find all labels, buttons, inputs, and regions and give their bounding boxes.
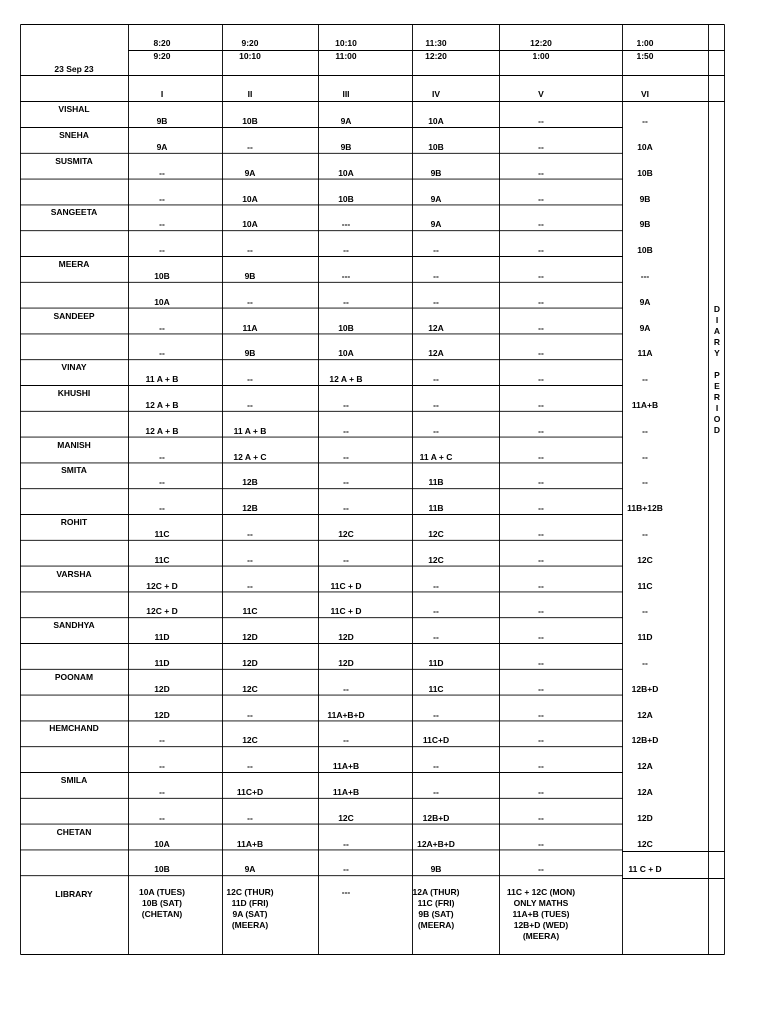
timetable-cell: --- bbox=[341, 219, 351, 230]
timetable-cell: 11D bbox=[637, 632, 653, 643]
library-line: 9B (SAT) bbox=[418, 909, 454, 920]
teacher-name: SNEHA bbox=[59, 130, 89, 140]
timetable-cell: 11A+B bbox=[236, 838, 264, 849]
timetable-cell: -- bbox=[538, 477, 544, 488]
timetable-cell: 12 A + B bbox=[145, 425, 179, 436]
library-line: --- bbox=[341, 887, 351, 898]
timetable-cell: 11C+D bbox=[236, 787, 264, 797]
timetable-cell: -- bbox=[159, 193, 165, 204]
library-line: (MEERA) bbox=[522, 931, 560, 942]
timetable-cell: 11C bbox=[242, 606, 258, 617]
library-cell bbox=[507, 887, 575, 942]
timetable-cell: -- bbox=[538, 761, 544, 772]
timetable-cell: 12 A + B bbox=[329, 374, 363, 385]
teacher-name: SANGEETA bbox=[50, 207, 98, 218]
timetable-cell: 12D bbox=[154, 683, 170, 694]
teacher-name: VARSHA bbox=[56, 568, 92, 579]
timetable-cell: 11C bbox=[637, 580, 653, 591]
timetable-cell: -- bbox=[433, 400, 439, 410]
timetable-cell: 12A bbox=[428, 348, 444, 359]
timetable-cell: -- bbox=[159, 219, 165, 230]
timetable-cell: 10A bbox=[154, 838, 170, 849]
timetable-cell: -- bbox=[159, 167, 165, 178]
teacher-name: SUSMITA bbox=[55, 155, 93, 166]
period-end-time: 1:00 bbox=[532, 51, 550, 61]
period-end-time: 12:20 bbox=[425, 51, 447, 61]
period-number: II bbox=[247, 89, 253, 99]
timetable-cell: 11 A + C bbox=[419, 451, 453, 462]
timetable-cell: -- bbox=[433, 632, 439, 643]
library-line: 12A (THUR) bbox=[412, 887, 460, 898]
timetable-cell: 11D bbox=[154, 658, 170, 668]
library-line: (MEERA) bbox=[231, 920, 269, 931]
period-start-time: 10:10 bbox=[335, 38, 357, 48]
timetable-cell: -- bbox=[247, 554, 253, 565]
timetable-cell: -- bbox=[247, 529, 253, 539]
timetable-cell: -- bbox=[247, 374, 253, 385]
library-line: 9A (SAT) bbox=[232, 909, 268, 920]
timetable-cell: -- bbox=[343, 735, 349, 746]
teacher-name: MEERA bbox=[58, 259, 90, 269]
timetable-cell: -- bbox=[538, 580, 544, 591]
timetable-cell: 12D bbox=[338, 632, 354, 643]
timetable-cell: 12C + D bbox=[146, 606, 178, 617]
timetable-cell: -- bbox=[538, 374, 544, 385]
timetable-cell: 10A bbox=[154, 296, 170, 307]
timetable-cell: 12 A + C bbox=[233, 451, 267, 462]
library-line: 12B+D (WED) bbox=[513, 920, 569, 931]
timetable-cell: -- bbox=[538, 116, 544, 126]
timetable-cell: 12A bbox=[637, 787, 653, 797]
period-number: I bbox=[160, 89, 164, 99]
timetable-cell: -- bbox=[538, 219, 544, 230]
timetable-cell: 9B bbox=[430, 864, 442, 875]
timetable-cell: 9A bbox=[340, 116, 352, 126]
timetable-cell: -- bbox=[538, 606, 544, 617]
timetable-cell: -- bbox=[343, 477, 349, 488]
timetable-cell: 9B bbox=[639, 219, 651, 230]
teacher-name: ROHIT bbox=[60, 517, 88, 527]
timetable-cell: -- bbox=[433, 425, 439, 436]
library-line: (MEERA) bbox=[417, 920, 455, 931]
teacher-name: HEMCHAND bbox=[49, 723, 99, 734]
timetable-cell: 10B bbox=[154, 271, 170, 281]
timetable-cell: 11C bbox=[428, 683, 444, 694]
timetable-cell: -- bbox=[159, 503, 165, 514]
timetable-cell: 12D bbox=[242, 632, 258, 643]
timetable-cell: -- bbox=[538, 658, 544, 668]
timetable-cell: -- bbox=[343, 838, 349, 849]
timetable-cell: -- bbox=[642, 477, 648, 488]
timetable-cell: -- bbox=[642, 658, 648, 668]
timetable-cell: 10B bbox=[637, 245, 653, 256]
timetable-cell: -- bbox=[159, 735, 165, 746]
timetable-cell: 9B bbox=[244, 348, 256, 359]
timetable-cell: 12C bbox=[637, 838, 653, 849]
library-line: (CHETAN) bbox=[141, 909, 183, 920]
timetable-cell: -- bbox=[538, 400, 544, 410]
diary-period-label: D I A R Y P E R I O D bbox=[713, 304, 721, 435]
timetable-cell: 12B+D bbox=[631, 735, 659, 746]
library-line: ONLY MATHS bbox=[513, 898, 569, 909]
timetable-cell: -- bbox=[343, 400, 349, 410]
timetable-cell: 10B bbox=[242, 116, 258, 126]
timetable-cell: -- bbox=[642, 425, 648, 436]
timetable-cell: 12D bbox=[242, 658, 258, 668]
timetable-cell: -- bbox=[159, 477, 165, 488]
library-cell bbox=[342, 887, 351, 898]
teacher-name: CHETAN bbox=[56, 826, 92, 837]
timetable-cell: 11 C + D bbox=[628, 864, 662, 875]
timetable-cell: -- bbox=[433, 606, 439, 617]
timetable-cell: 9A bbox=[430, 193, 442, 204]
timetable-cell: 11B bbox=[428, 503, 444, 514]
timetable-cell: 10B bbox=[154, 864, 170, 875]
timetable-cell: -- bbox=[538, 167, 544, 178]
timetable-cell: -- bbox=[247, 709, 253, 720]
timetable-cell: 11C + D bbox=[330, 606, 362, 617]
timetable-cell: 11A+B bbox=[332, 761, 360, 772]
timetable-cell: -- bbox=[159, 787, 165, 797]
table-grid bbox=[20, 24, 725, 955]
library-line: 11C + 12C (MON) bbox=[506, 887, 576, 898]
period-number: V bbox=[538, 89, 544, 99]
timetable-cell: -- bbox=[538, 735, 544, 746]
teacher-name: VINAY bbox=[61, 362, 87, 373]
timetable-cell: -- bbox=[343, 683, 349, 694]
timetable-cell: -- bbox=[538, 529, 544, 539]
timetable-cell: -- bbox=[343, 245, 349, 256]
timetable-cell: 12 A + B bbox=[145, 400, 179, 410]
timetable-cell: 12C bbox=[338, 812, 354, 823]
timetable-cell: -- bbox=[247, 400, 253, 410]
date-label: 23 Sep 23 bbox=[54, 64, 94, 74]
timetable-cell: -- bbox=[247, 245, 253, 256]
timetable-cell: -- bbox=[343, 503, 349, 514]
timetable-cell: -- bbox=[538, 425, 544, 436]
timetable bbox=[20, 24, 725, 955]
timetable-cell: -- bbox=[538, 787, 544, 797]
timetable-cell: -- bbox=[538, 245, 544, 256]
timetable-cell: 12B bbox=[242, 503, 258, 514]
timetable-cell: -- bbox=[538, 348, 544, 359]
timetable-cell: -- bbox=[538, 632, 544, 643]
timetable-cell: 12A bbox=[428, 322, 444, 333]
period-start-time: 12:20 bbox=[530, 38, 552, 48]
timetable-cell: 10A bbox=[242, 219, 258, 230]
timetable-cell: -- bbox=[159, 348, 165, 359]
timetable-cell: 10A bbox=[338, 167, 354, 178]
timetable-cell: -- bbox=[159, 451, 165, 462]
timetable-cell: 12C bbox=[637, 554, 653, 565]
timetable-cell: -- bbox=[247, 296, 253, 307]
teacher-name: MANISH bbox=[57, 439, 91, 450]
timetable-cell: -- bbox=[642, 116, 648, 126]
timetable-cell: 11A bbox=[242, 322, 258, 333]
library-line: 11A+B (TUES) bbox=[512, 909, 570, 920]
library-cell bbox=[413, 887, 460, 931]
timetable-cell: 11B+12B bbox=[627, 503, 663, 514]
timetable-cell: 10A bbox=[637, 142, 653, 152]
timetable-cell: 10B bbox=[338, 193, 354, 204]
library-label: LIBRARY bbox=[55, 889, 93, 900]
timetable-cell: 10B bbox=[338, 322, 354, 333]
timetable-cell: -- bbox=[247, 761, 253, 772]
timetable-cell: 11C+D bbox=[422, 735, 450, 746]
timetable-cell: -- bbox=[343, 296, 349, 307]
timetable-cell: --- bbox=[341, 271, 351, 281]
timetable-cell: -- bbox=[433, 709, 439, 720]
timetable-cell: -- bbox=[538, 142, 544, 152]
timetable-cell: 12B bbox=[242, 477, 258, 488]
timetable-cell: 9A bbox=[639, 322, 651, 333]
timetable-cell: -- bbox=[538, 193, 544, 204]
timetable-cell: 12C + D bbox=[146, 580, 178, 591]
timetable-cell: 12A bbox=[637, 761, 653, 772]
timetable-cell: 9A bbox=[639, 296, 651, 307]
timetable-cell: 9A bbox=[244, 864, 256, 875]
timetable-cell: 10B bbox=[428, 142, 444, 152]
timetable-cell: 12C bbox=[428, 554, 444, 565]
timetable-cell: 9B bbox=[156, 116, 168, 126]
timetable-cell: -- bbox=[538, 296, 544, 307]
timetable-cell: 9A bbox=[244, 167, 256, 178]
timetable-cell: -- bbox=[159, 322, 165, 333]
library-line: 11C (FRI) bbox=[417, 898, 455, 909]
library-line: 10A (TUES) bbox=[139, 887, 185, 898]
timetable-cell: 11C bbox=[154, 554, 170, 565]
timetable-cell: 11C bbox=[154, 529, 170, 539]
timetable-cell: 12C bbox=[242, 735, 258, 746]
timetable-cell: -- bbox=[433, 374, 439, 385]
timetable-cell: -- bbox=[642, 529, 648, 539]
timetable-cell: 10A bbox=[338, 348, 354, 359]
teacher-name: SANDHYA bbox=[53, 620, 95, 631]
teacher-name: VISHAL bbox=[58, 104, 90, 114]
timetable-cell: 11A+B bbox=[332, 787, 360, 797]
period-end-time: 11:00 bbox=[335, 51, 357, 61]
library-line: 12C (THUR) bbox=[226, 887, 274, 898]
timetable-cell: -- bbox=[538, 838, 544, 849]
timetable-cell: 11 A + B bbox=[233, 425, 267, 436]
timetable-cell: -- bbox=[538, 271, 544, 281]
timetable-cell: 11A+B+D bbox=[327, 709, 365, 720]
timetable-cell: -- bbox=[433, 245, 439, 256]
timetable-cell: -- bbox=[538, 503, 544, 514]
timetable-cell: -- bbox=[159, 812, 165, 823]
timetable-cell: -- bbox=[642, 451, 648, 462]
timetable-cell: 11C + D bbox=[330, 580, 362, 591]
library-cell bbox=[139, 887, 185, 920]
timetable-cell: -- bbox=[538, 812, 544, 823]
timetable-cell: -- bbox=[538, 554, 544, 565]
timetable-cell: --- bbox=[640, 271, 650, 281]
timetable-cell: 11B bbox=[428, 477, 444, 488]
timetable-cell: -- bbox=[433, 761, 439, 772]
library-line: 10B (SAT) bbox=[141, 898, 182, 909]
period-number: III bbox=[342, 89, 350, 99]
teacher-name: SANDEEP bbox=[53, 310, 95, 321]
timetable-cell: -- bbox=[433, 580, 439, 591]
timetable-cell: 11D bbox=[154, 632, 170, 643]
teacher-name: SMITA bbox=[61, 465, 87, 476]
timetable-cell: -- bbox=[538, 709, 544, 720]
period-number: VI bbox=[640, 89, 650, 99]
period-end-time: 10:10 bbox=[239, 51, 261, 61]
timetable-cell: 9A bbox=[430, 219, 442, 230]
timetable-cell: -- bbox=[538, 683, 544, 694]
period-start-time: 11:30 bbox=[425, 38, 447, 48]
timetable-cell: -- bbox=[247, 812, 253, 823]
timetable-cell: -- bbox=[159, 245, 165, 256]
timetable-cell: 12B+D bbox=[422, 812, 450, 823]
timetable-cell: 10B bbox=[637, 167, 653, 178]
timetable-cell: -- bbox=[159, 761, 165, 772]
timetable-cell: -- bbox=[433, 296, 439, 307]
library-cell bbox=[226, 887, 273, 931]
timetable-cell: 10A bbox=[428, 116, 444, 126]
timetable-cell: 11D bbox=[428, 658, 444, 668]
timetable-cell: -- bbox=[642, 374, 648, 385]
library-line: 11D (FRI) bbox=[231, 898, 269, 909]
teacher-name: SMILA bbox=[60, 775, 88, 785]
timetable-cell: 10A bbox=[242, 193, 258, 204]
timetable-cell: 11A+B bbox=[631, 400, 659, 410]
timetable-cell: 9B bbox=[340, 142, 352, 152]
timetable-cell: -- bbox=[247, 580, 253, 591]
timetable-cell: 12A bbox=[637, 709, 653, 720]
period-start-time: 1:00 bbox=[636, 38, 654, 48]
period-end-time: 9:20 bbox=[153, 51, 171, 61]
timetable-cell: 12C bbox=[242, 683, 258, 694]
period-number: IV bbox=[431, 89, 441, 99]
timetable-cell: 12C bbox=[428, 529, 444, 539]
timetable-cell: -- bbox=[538, 322, 544, 333]
timetable-cell: 9B bbox=[244, 271, 256, 281]
timetable-cell: -- bbox=[343, 425, 349, 436]
timetable-cell: -- bbox=[343, 451, 349, 462]
period-start-time: 9:20 bbox=[241, 38, 259, 48]
timetable-cell: 12B+D bbox=[631, 683, 659, 694]
timetable-cell: -- bbox=[642, 606, 648, 617]
teacher-name: KHUSHI bbox=[57, 388, 91, 398]
timetable-cell: -- bbox=[538, 864, 544, 875]
timetable-cell: -- bbox=[433, 271, 439, 281]
timetable-cell: -- bbox=[538, 451, 544, 462]
timetable-cell: -- bbox=[433, 787, 439, 797]
timetable-cell: 9B bbox=[430, 167, 442, 178]
timetable-cell: 12A+B+D bbox=[417, 838, 455, 849]
period-end-time: 1:50 bbox=[636, 51, 654, 61]
period-start-time: 8:20 bbox=[153, 38, 171, 48]
timetable-cell: 12D bbox=[637, 812, 653, 823]
timetable-cell: 9B bbox=[639, 193, 651, 204]
timetable-cell: 11 A + B bbox=[145, 374, 179, 385]
teacher-name: POONAM bbox=[54, 671, 94, 682]
timetable-cell: -- bbox=[343, 554, 349, 565]
timetable-cell: 12D bbox=[338, 658, 354, 668]
timetable-cell: -- bbox=[247, 142, 253, 152]
timetable-cell: 12C bbox=[338, 529, 354, 539]
timetable-cell: 12D bbox=[154, 709, 170, 720]
timetable-cell: 9A bbox=[156, 142, 168, 152]
timetable-cell: -- bbox=[343, 864, 349, 875]
timetable-cell: 11A bbox=[637, 348, 653, 359]
